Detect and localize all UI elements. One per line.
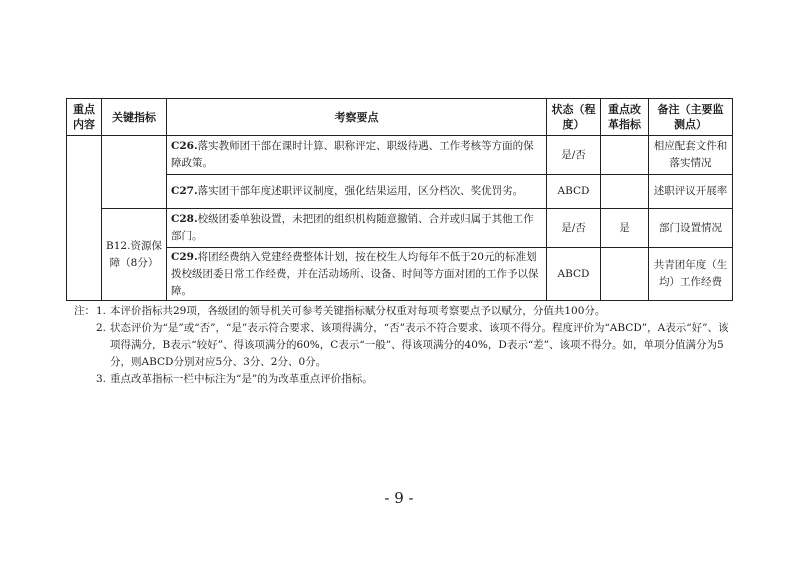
- table-row: [67, 248, 733, 301]
- inspection-point-c26: [167, 136, 547, 175]
- table-row: [67, 209, 733, 248]
- row-code: C28.: [171, 213, 198, 225]
- reform-cell: [601, 175, 649, 209]
- remark-cell: 部门设置情况: [649, 209, 733, 248]
- row-text: 将团经费纳入党建经费整体计划，按在校生人均每年不低于20元的标准划拨校级团委日常工作经费，并在活动场所、设备、时间等方面对团的工作予以保障。: [171, 250, 539, 297]
- page-number: - 9 -: [384, 489, 414, 507]
- header-status: 状态（程度）: [547, 99, 601, 136]
- notes-section: [74, 303, 736, 388]
- table-row: [67, 175, 733, 209]
- note-text: 本评价指标共29项，各级团的领导机关可参考关键指标赋分权重对每项考察要点予以赋分，分值共100分。: [110, 305, 606, 317]
- header-remarks: 备注（主要监测点）: [649, 99, 733, 136]
- status-cell: 是/否: [547, 136, 601, 175]
- header-key-indicator: 关键指标: [102, 99, 167, 136]
- inspection-point-c27: [167, 175, 547, 209]
- note-number: 3.: [96, 373, 107, 385]
- status-cell: 是/否: [547, 209, 601, 248]
- key-content-cell: [67, 136, 102, 301]
- note-number: 1.: [96, 305, 107, 317]
- reform-cell: [601, 136, 649, 175]
- remark-cell: 共青团年度（生均）工作经费: [649, 248, 733, 301]
- row-code: C27.: [171, 185, 198, 197]
- row-code: C26.: [171, 140, 198, 152]
- note-number: 2.: [96, 322, 107, 334]
- notes-prefix: 注：: [74, 305, 95, 317]
- note-text: 重点改革指标一栏中标注为“是”的为改革重点评价指标。: [110, 373, 373, 385]
- row-code: C29.: [171, 250, 198, 263]
- evaluation-table: [66, 98, 733, 301]
- note-item: [74, 371, 736, 388]
- row-text: 落实教师团干部在课时计算、职称评定、职级待遇、工作考核等方面的保障政策。: [171, 140, 534, 169]
- note-text: 状态评价为“是”或“否”，“是”表示符合要求、该项得满分，“否”表示不符合要求、该项不得分。程度评价为“ABCD”，A表示“好”、该项得满分，B表示“较好”、得该项满分的60%，C表示“一般”、得该项满分的40%，D表示“差”、该项不得分。如，单项分值满分为5分，则ABCD分别对应5分、3分、2分、0分。: [110, 322, 729, 368]
- status-cell: ABCD: [547, 175, 601, 209]
- key-indicator-b12: B12.资源保障（8分）: [102, 209, 167, 301]
- row-text: 校级团委单独设置，未把团的组织机构随意撤销、合并或归属于其他工作部门。: [171, 213, 534, 242]
- header-reform-indicator: 重点改革指标: [601, 99, 649, 136]
- inspection-point-c28: [167, 209, 547, 248]
- inspection-point-c29: [167, 248, 547, 301]
- reform-cell: 是: [601, 209, 649, 248]
- reform-cell: [601, 248, 649, 301]
- remark-cell: 相应配套文件和落实情况: [649, 136, 733, 175]
- status-cell: ABCD: [547, 248, 601, 301]
- note-item: [74, 303, 736, 320]
- row-text: 落实团干部年度述职评议制度，强化结果运用，区分档次、奖优罚劣。: [197, 185, 524, 197]
- table-header-row: [67, 99, 733, 136]
- header-key-content: 重点内容: [67, 99, 102, 136]
- header-inspection-points: 考察要点: [167, 99, 547, 136]
- remark-cell: 述职评议开展率: [649, 175, 733, 209]
- key-indicator-cell-empty: [102, 136, 167, 209]
- note-item: [74, 320, 736, 371]
- table-row: [67, 136, 733, 175]
